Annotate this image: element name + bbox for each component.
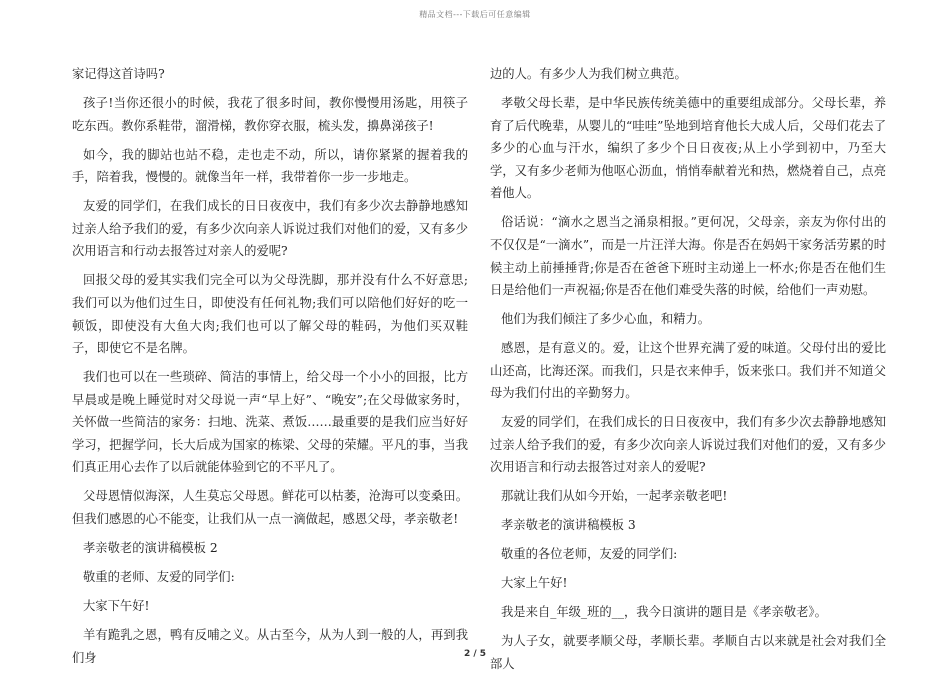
paragraph: 孝敬父母长辈，是中华民族传统美德中的重要组成部分。父母长辈，养育了后代晚辈，从婴儿的“哇哇”坠地到培育他长大成人后，父母们花去了多少的心血与汗水，编织了多少个日日夜夜;从上小学到初中，乃至大学，又有多少老师为他呕心沥血，悄悄奉献着光和热，燃烧着自己，点亮着他人。 xyxy=(490,95,886,201)
paragraph: 父母恩情似海深，人生莫忘父母恩。鲜花可以枯萎，沧海可以变桑田。但我们感恩的心不能变，让我们从一点一滴做起，感恩父母，孝亲敬老! xyxy=(72,489,468,527)
paragraph: 孩子!当你还很小的时候，我花了很多时间，教你慢慢用汤匙，用筷子吃东西。教你系鞋带，溜滑梯，教你穿衣服，梳头发，擤鼻涕孩子! xyxy=(72,95,468,133)
paragraph: 那就让我们从如今开始，一起孝亲敬老吧! xyxy=(501,489,728,504)
paragraph: 我们也可以在一些琐碎、简洁的事情上，给父母一个小小的回报，比方早晨或是晚上睡觉时对父母说一声“早上好”、“晚安”;在父母做家务时，关怀做一些简洁的家务：扫地、洗菜、煮饭……最重要的是我们应当好好学习，把握学问，长大后成为国家的栋梁、父母的荣耀。平凡的事，当我们真正用心去作了以后就能体验到它的不平凡了。 xyxy=(72,370,468,475)
paragraph: 俗话说：“滴水之恩当之涌泉相报。”更何况，父母亲，亲友为你付出的不仅仅是“一滴水”，而是一片汪洋大海。你是否在妈妈干家务活劳累的时候主动上前捶捶背;你是否在爸爸下班时主动递上一杯水;你是否在他们生日是给他们一声祝福;你是否在他们难受失落的时候，给他们一声劝慰。 xyxy=(490,215,886,298)
paragraph: 回报父母的爱其实我们完全可以为父母洗脚，那并没有什么不好意思;我们可以为他们过生日，即使没有任何礼物;我们可以陪他们好好的吃一顿饭，即使没有大鱼大肉;我们也可以了解父母的鞋码，为他们买双鞋子，即使它不是名牌。 xyxy=(72,273,468,356)
paragraph: 我是来自_年级_班的__，我今日演讲的题目是《孝亲敬老》。 xyxy=(501,605,827,620)
paragraph: 边的人。有多少人为我们树立典范。 xyxy=(490,67,687,81)
paragraph: 孝亲敬老的演讲稿模板 3 xyxy=(501,518,636,533)
paragraph: 羊有跪乳之恩，鸭有反哺之义。从古至今，从为人到一般的人，再到我们身 xyxy=(72,627,468,665)
paragraph: 大家上午好! xyxy=(501,576,568,591)
paragraph: 如今，我的脚站也站不稳，走也走不动，所以，请你紧紧的握着我的手，陪着我，慢慢的。就像当年一样，我带着你一步一步地走。 xyxy=(72,147,468,185)
paragraph: 为人子女，就要孝顺父母，孝顺长辈。孝顺自古以来就是社会对我们全部人 xyxy=(490,634,886,671)
paragraph: 感恩，是有意义的。爱，让这个世界充满了爱的味道。父母付出的爱比山还高，比海还深。而我们，只是衣来伸手，饭来张口。我们并不知道父母为我们付出的辛勤努力。 xyxy=(490,341,886,401)
left-column xyxy=(72,63,468,676)
paragraph: 敬重的各位老师，友爱的同学们: xyxy=(501,547,678,562)
paragraph: 友爱的同学们，在我们成长的日日夜夜中，我们有多少次去静静地感知过亲人给予我们的爱，有多少次向亲人诉说过我们对他们的爱，又有多少次用语言和行动去报答过对亲人的爱呢? xyxy=(490,415,886,475)
right-column xyxy=(490,63,886,682)
paragraph: 大家下午好! xyxy=(83,598,150,613)
paragraph: 友爱的同学们，在我们成长的日日夜夜中，我们有多少次去静静地感知过亲人给予我们的爱，有多少次向亲人诉说过我们对他们的爱，又有多少次用语言和行动去报答过对亲人的爱呢? xyxy=(72,199,468,259)
page-number: 2 / 5 xyxy=(463,649,487,659)
paragraph: 孝亲敬老的演讲稿模板 2 xyxy=(83,541,218,556)
page-header: 精品文档---下载后可任意编辑 xyxy=(419,10,531,19)
paragraph: 家记得这首诗吗? xyxy=(72,67,165,81)
paragraph: 敬重的老师、友爱的同学们: xyxy=(83,570,235,584)
paragraph: 他们为我们倾注了多少心血，和精力。 xyxy=(501,312,711,327)
